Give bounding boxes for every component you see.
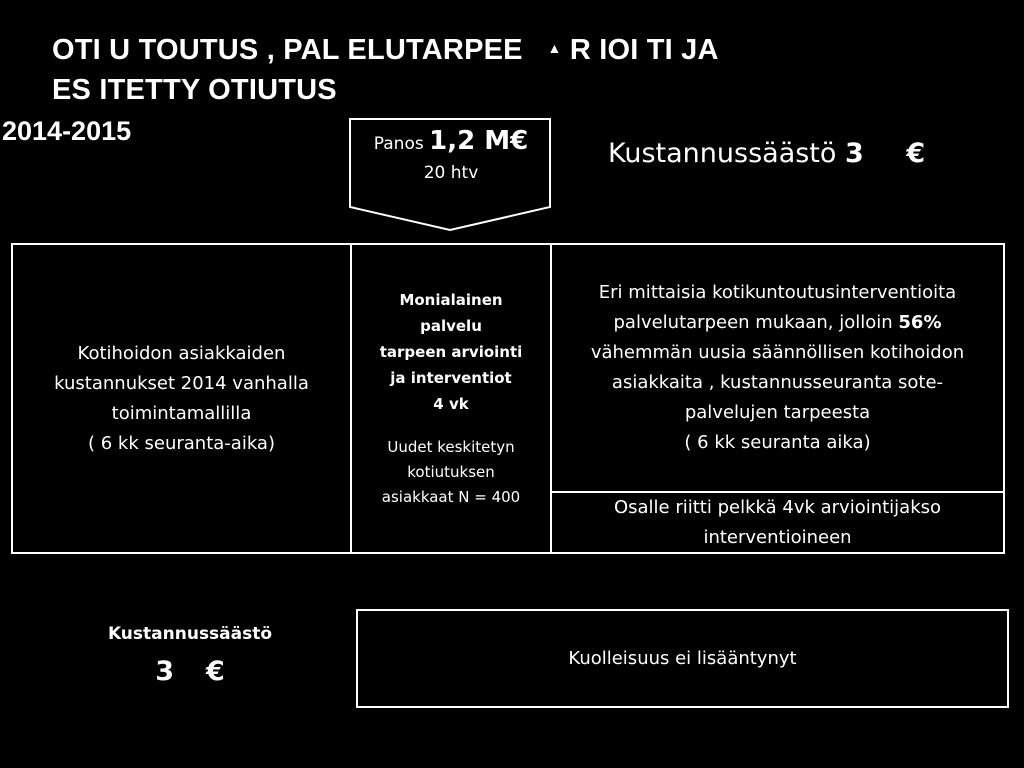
left-box-line: ( 6 kk seuranta-aika) (88, 432, 275, 454)
old-model-costs-box (11, 243, 352, 554)
bottom-savings-currency: € (206, 656, 225, 687)
top-savings (608, 138, 925, 169)
bottom-savings (90, 624, 290, 687)
left-box-line: Kotihoidon asiakkaiden (77, 342, 286, 364)
middle-box-bold-line: palvelu (420, 317, 482, 335)
middle-box-line: kotiutuksen (407, 463, 495, 481)
middle-box-line: Uudet keskitetyn (387, 438, 515, 456)
mortality-text: Kuolleisuus ei lisääntynyt (568, 647, 797, 669)
left-box-line: kustannukset 2014 vanhalla (54, 372, 309, 394)
right-box-line: palvelujen tarpeesta (684, 402, 871, 423)
input-label: Panos (373, 134, 424, 154)
middle-box-bold-line: Monialainen (399, 291, 503, 309)
top-savings-currency: € (906, 138, 926, 169)
input-arrow-text (351, 124, 551, 185)
slide-title-line2: ES ITETTY OTIUTUS (52, 74, 337, 106)
right-box-line: Eri mittaisia kotikuntoutusinterventioita (598, 282, 957, 303)
input-staff: 20 htv (423, 163, 479, 183)
bottom-savings-amount: 3 (155, 656, 174, 687)
bottom-savings-value (90, 656, 290, 687)
slide-title-line1 (52, 30, 719, 68)
title-line1-part1: OTI U TOUTUS , PAL ELUTARPEE (52, 34, 523, 66)
middle-box-bold-line: 4 vk (433, 395, 469, 413)
assessment-only-box (550, 491, 1005, 554)
bottom-savings-label: Kustannussäästö (107, 624, 273, 644)
top-savings-label: Kustannussäästö (608, 138, 837, 169)
sub-box-line: Osalle riitti pelkkä 4vk arviointijakso (613, 496, 942, 518)
right-box-line (613, 308, 941, 338)
input-label-line (351, 124, 551, 161)
right-box-line: asiakkaita , kustannusseuranta sote- (611, 372, 944, 393)
middle-box-line: asiakkaat N = 400 (381, 488, 521, 506)
sub-box-line: interventioineen (703, 526, 852, 548)
slide-year: 2014-2015 (2, 116, 132, 146)
right-box-percentage: 56% (898, 312, 942, 333)
top-savings-amount: 3 (845, 138, 864, 169)
right-box-line: ( 6 kk seuranta aika) (684, 432, 871, 453)
mortality-box (356, 609, 1009, 708)
middle-box-bold-line: ja interventiot (390, 369, 512, 387)
multidisciplinary-service-box (350, 243, 552, 554)
title-line1-part2: R IOI TI JA (569, 34, 719, 66)
middle-box-bold-line: tarpeen arviointi (379, 343, 523, 361)
interventions-box (550, 243, 1005, 493)
right-box-line: vähemmän uusia säännöllisen kotihoidon (590, 342, 965, 363)
input-amount: 1,2 M€ (429, 126, 529, 156)
title-triangle-mark: ▲ (547, 40, 562, 56)
left-box-line: toimintamallilla (111, 402, 252, 424)
right-box-line2-text: palvelutarpeen mukaan, jolloin (613, 312, 893, 333)
